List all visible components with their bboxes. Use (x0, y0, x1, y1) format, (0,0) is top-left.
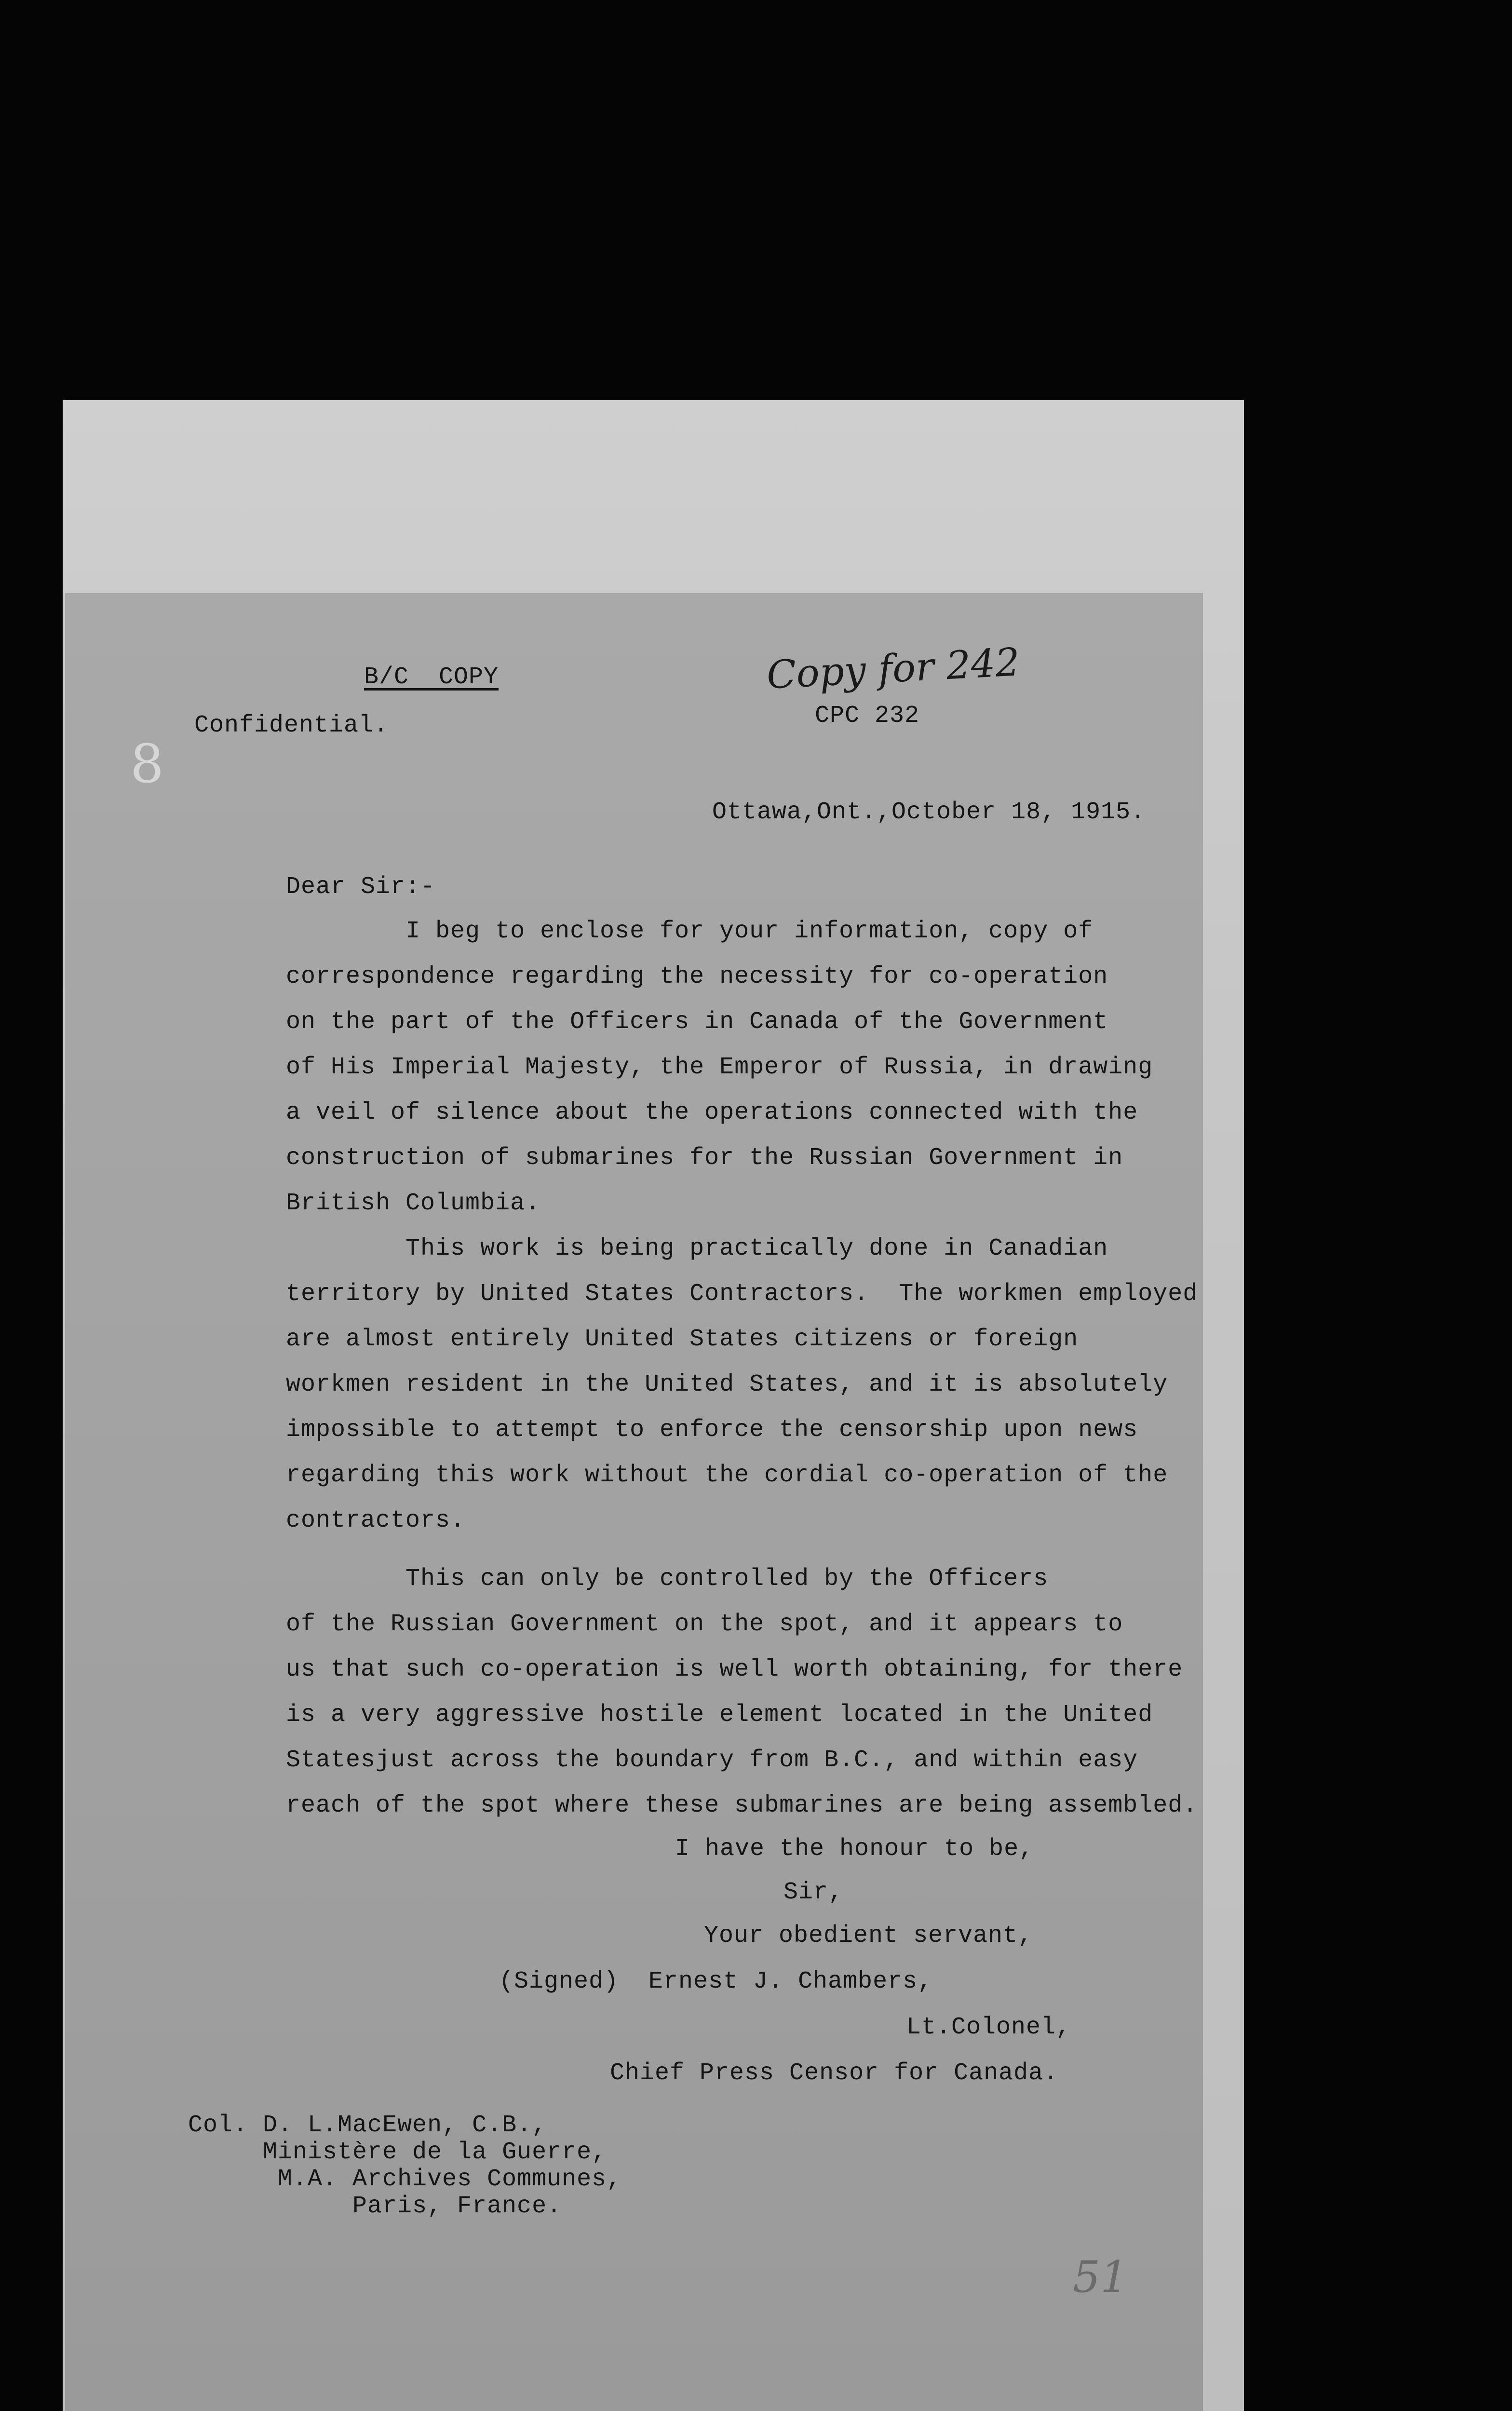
body-line: This work is being practically done in Canadian (286, 1235, 1108, 1262)
letter-page (65, 593, 1203, 2411)
body-line: impossible to attempt to enforce the censorship upon news (286, 1416, 1138, 1444)
body-line: construction of submarines for the Russian Government in (286, 1144, 1123, 1172)
body-line: of the Russian Government on the spot, and it appears to (286, 1611, 1123, 1638)
body-line: of His Imperial Majesty, the Emperor of Russia, in drawing (286, 1054, 1153, 1081)
confidential-label: Confidential. (194, 712, 389, 739)
body-line: us that such co-operation is well worth obtaining, for there (286, 1656, 1183, 1683)
signatory-rank: Lt.Colonel, (906, 2014, 1071, 2041)
signature-line: (Signed) Ernest J. Chambers, (499, 1968, 933, 1995)
file-reference: CPC 232 (815, 702, 920, 730)
addressee-line: Paris, France. (188, 2193, 562, 2220)
body-line: Statesjust across the boundary from B.C., and within easy (286, 1747, 1138, 1774)
addressee-block (188, 2112, 621, 2220)
place-date: Ottawa,Ont.,October 18, 1915. (712, 799, 1146, 826)
signatory-title: Chief Press Censor for Canada. (610, 2059, 1059, 2087)
body-line: This can only be controlled by the Officers (286, 1565, 1049, 1593)
body-line: I beg to enclose for your information, copy of (286, 918, 1094, 945)
closing-sir: Sir, (783, 1879, 844, 1906)
closing-honour: I have the honour to be, (675, 1835, 1034, 1863)
handwritten-note: Copy for 242 (765, 639, 1021, 698)
salutation: Dear Sir:- (286, 873, 436, 901)
body-line: regarding this work without the cordial co-operation of the (286, 1462, 1168, 1489)
addressee-line: Col. D. L.MacEwen, C.B., (188, 2112, 547, 2139)
addressee-line: M.A. Archives Communes, (188, 2166, 622, 2193)
body-line: correspondence regarding the necessity for co-operation (286, 963, 1108, 990)
body-line: on the part of the Officers in Canada of the Government (286, 1008, 1108, 1036)
body-line: workmen resident in the United States, and it is absolutely (286, 1371, 1168, 1398)
closing-servant: Your obedient servant, (704, 1922, 1033, 1950)
pencil-mark: 51 (1073, 2252, 1128, 2303)
body-line: reach of the spot where these submarines are being assembled. (286, 1792, 1198, 1819)
margin-mark: 8 (130, 733, 164, 795)
body-line: British Columbia. (286, 1190, 540, 1217)
body-line: contractors. (286, 1507, 466, 1534)
body-line: territory by United States Contractors. The workmen employed (286, 1280, 1198, 1308)
copy-header: B/C COPY (364, 664, 499, 691)
body-line: a veil of silence about the operations connected with the (286, 1099, 1138, 1126)
addressee-line: Ministère de la Guerre, (188, 2139, 607, 2166)
body-line: are almost entirely United States citizens or foreign (286, 1326, 1079, 1353)
body-line: is a very aggressive hostile element located in the United (286, 1701, 1153, 1729)
